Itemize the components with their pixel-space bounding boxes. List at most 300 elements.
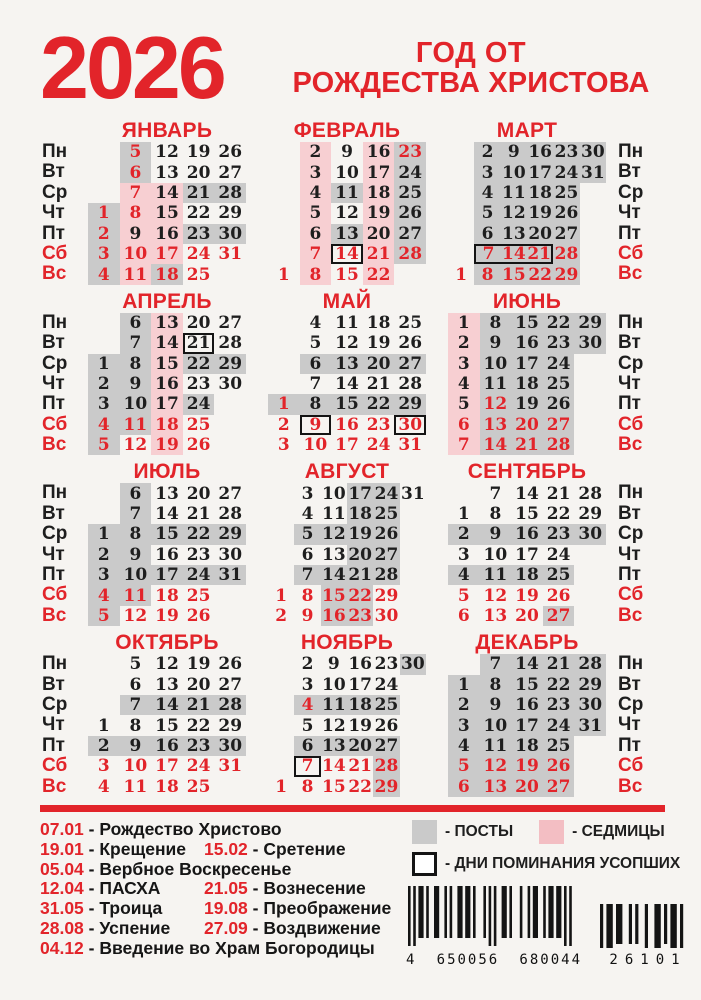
day-cell: 27 [218,312,243,333]
holiday-dash: - [247,838,264,859]
weekday-label: Пн [42,482,68,504]
day-cell: 3 [301,674,314,695]
day-cell: 18 [348,695,372,716]
day-cell: 11 [120,415,152,435]
title-line2: РОЖДЕСТВА ХРИСТОВА [292,66,650,99]
day-cell: 19 [363,203,395,223]
day-cell: 3 [88,394,120,414]
day-cell: 22 [186,715,211,736]
weekday-label: Вс [42,604,67,626]
day-cell: 7 [489,483,502,504]
day-cell: 27 [218,162,243,183]
day-cell: 2 [275,606,288,626]
day-cell: 5 [448,756,480,776]
month-grid [88,313,246,456]
day-cell: 26 [394,203,426,223]
day-cell: 15 [321,776,346,797]
day-cell: 6 [300,224,332,244]
months-grid [40,120,665,797]
day-cell: 11 [321,695,346,716]
day-cell: 9 [300,415,332,435]
weekday-label: Пн [42,653,68,675]
day-cell: 23 [543,333,575,353]
holiday-dash: - [83,898,100,919]
month-5 [268,291,426,456]
legend-weeks [539,820,665,844]
day-cell: 1 [88,203,120,223]
month-title: ИЮНЬ [492,289,562,313]
day-cell: 23 [394,142,426,162]
month-grid [268,313,426,456]
day-cell: 11 [501,182,526,203]
day-cell: 8 [120,203,152,223]
day-cell: 1 [275,776,288,797]
day-cell: 13 [155,483,179,504]
month-title: МАЙ [322,289,372,313]
day-cell: 25 [374,504,399,525]
day-cell: 31 [574,715,606,735]
day-cell: 12 [321,715,346,736]
day-cell: 30 [214,224,246,244]
day-cell: 1 [448,313,480,333]
day-cell: 14 [480,435,512,455]
day-cell: 6 [301,544,314,565]
day-cell: 27 [543,415,575,435]
day-cell: 25 [374,695,399,716]
day-cell: 7 [448,435,480,455]
month-grid [448,313,606,456]
day-cell: 27 [394,354,426,374]
day-cell: 5 [294,524,320,544]
day-cell: 22 [348,776,372,797]
weekday-label: Ср [618,693,644,715]
holiday-date: 31.05 [40,898,84,919]
day-cell: 25 [398,312,423,333]
day-cell: 15 [151,524,183,544]
day-cell: 20 [515,606,539,626]
month-title: МАРТ [496,119,558,142]
day-cell: 25 [543,736,575,756]
day-cell: 9 [327,654,340,675]
day-cell: 5 [457,585,470,606]
day-cell: 3 [88,565,120,585]
weekday-label: Сб [42,584,68,606]
day-cell: 31 [218,244,243,265]
day-cell: 4 [97,776,110,797]
day-cell: 19 [515,585,539,606]
day-cell: 31 [214,565,246,585]
weekday-label: Пт [618,222,641,244]
weekday-label: Вс [42,775,67,797]
day-cell: 17 [348,483,372,504]
weekday-label: Сб [618,242,644,264]
day-cell: 7 [300,244,332,264]
day-cell: 7 [474,244,500,264]
day-cell: 20 [363,224,395,244]
barcode-addon [598,898,698,968]
holiday-item [40,859,291,879]
day-cell: 21 [363,244,395,264]
holiday-date: 21.05 [204,878,248,899]
day-cell: 10 [480,354,512,374]
day-cell: 31 [580,162,605,183]
day-cell: 27 [374,544,399,565]
day-cell: 8 [301,585,314,606]
day-cell: 22 [348,585,372,606]
day-cell: 24 [543,354,575,374]
day-cell: 28 [218,504,243,525]
day-cell: 2 [88,374,120,394]
day-cell: 22 [363,394,395,414]
day-cell: 12 [335,203,359,224]
day-cell: 28 [543,435,575,455]
day-cell: 29 [574,675,606,695]
month-row [40,120,665,285]
day-cell: 5 [301,715,314,736]
holiday-legend [40,820,400,968]
holiday-dash: - [83,917,100,938]
day-cell: 27 [218,674,243,695]
weekday-label: Вс [618,263,643,285]
month-title: НОЯБРЬ [300,631,394,655]
month-12 [448,632,606,797]
day-cell: 30 [374,606,399,626]
legend-and-barcode [400,820,701,968]
day-cell: 29 [374,776,399,797]
day-cell: 14 [151,333,183,353]
holiday-line [40,919,400,939]
day-cell: 22 [183,524,215,544]
day-cell: 17 [515,544,539,565]
day-cell: 24 [374,674,399,695]
holiday-date: 15.02 [204,838,248,859]
month-9 [448,461,606,626]
day-cell: 28 [398,374,423,395]
weekday-label: Ср [42,352,68,374]
holiday-dash: - [83,878,100,899]
holiday-dash: - [83,858,100,879]
day-cell: 21 [348,565,372,586]
month-title: ФЕВРАЛЬ [293,119,401,142]
day-cell: 13 [151,313,183,333]
day-cell: 12 [123,606,148,626]
day-cell: 14 [155,504,179,525]
day-cell: 1 [88,524,120,544]
day-cell: 16 [321,606,346,626]
weekday-label: Чт [618,543,641,565]
day-cell: 21 [543,654,575,674]
day-cell: 14 [321,565,346,586]
weekday-label: Чт [618,714,641,736]
day-cell: 28 [218,333,243,354]
day-cell: 20 [528,223,552,244]
weekday-column-right [614,291,650,456]
day-cell: 22 [546,504,571,525]
weekday-label: Вс [42,263,67,285]
day-cell: 25 [186,776,211,797]
day-cell: 11 [335,312,359,333]
day-cell: 26 [374,715,399,736]
weekday-label: Пн [618,653,644,675]
day-cell: 6 [448,777,480,797]
day-cell: 23 [366,414,391,435]
day-cell: 21 [511,435,543,455]
day-cell: 14 [151,183,183,203]
day-cell: 7 [309,374,322,395]
day-cell: 10 [120,394,152,414]
day-cell: 9 [301,606,314,626]
day-cell: 15 [515,504,539,525]
holiday-name: Воздвижение [263,917,381,938]
day-cell: 5 [88,435,120,455]
day-cell: 12 [501,203,526,224]
day-cell: 18 [155,585,179,606]
divider-line [40,805,665,812]
day-cell: 17 [335,435,359,456]
day-cell: 25 [543,565,575,585]
day-cell: 28 [214,695,246,715]
holiday-date: 07.01 [40,818,84,839]
day-cell: 13 [321,544,346,565]
day-cell: 16 [155,544,179,565]
month-3 [448,120,606,285]
weekday-label: Пт [42,734,65,756]
day-cell: 11 [480,736,512,756]
day-cell: 16 [151,224,183,244]
day-cell: 29 [374,585,399,606]
day-cell: 3 [457,544,470,565]
day-cell: 23 [348,606,372,626]
weekday-label: Пт [618,393,641,415]
day-cell: 1 [88,354,120,374]
day-cell: 29 [394,394,426,414]
weekday-label: Пн [42,141,68,162]
holiday-line [40,879,400,899]
holiday-date: 28.08 [40,917,84,938]
day-cell: 6 [120,313,152,333]
day-cell: 30 [218,374,243,395]
day-cell: 22 [543,675,575,695]
day-cell: 11 [331,183,363,203]
day-cell: 5 [120,142,152,162]
day-cell: 16 [511,524,543,544]
day-cell: 13 [480,415,512,435]
day-cell: 24 [183,565,215,585]
day-cell: 19 [511,756,543,776]
day-cell: 22 [363,264,395,284]
day-cell: 20 [186,162,211,183]
day-cell: 26 [186,606,211,626]
day-cell: 11 [123,776,148,797]
day-cell: 12 [335,333,359,354]
day-cell: 12 [480,394,512,414]
day-cell: 3 [474,162,500,182]
day-cell: 9 [480,333,512,353]
day-cell: 22 [528,264,552,285]
day-cell: 6 [120,162,152,182]
weekday-label: Вт [42,673,65,695]
day-cell: 24 [543,715,575,735]
day-cell: 4 [474,183,500,203]
day-cell: 18 [511,374,543,394]
weekday-label: Вт [618,502,641,524]
day-cell: 21 [183,183,215,203]
day-cell: 2 [88,736,120,756]
holiday-name: Преображение [263,898,392,919]
day-cell: 12 [480,756,512,776]
day-cell: 19 [511,394,543,414]
day-cell: 30 [394,415,426,435]
day-cell: 2 [88,224,120,244]
day-cell: 1 [268,394,300,414]
barcode-zone [406,886,701,968]
legend-memorial [412,852,680,876]
day-cell: 18 [151,415,183,435]
day-cell: 20 [186,312,211,333]
day-cell: 28 [214,183,246,203]
barcode-bars-icon [406,886,582,948]
day-cell: 11 [480,374,512,394]
day-cell: 20 [186,483,211,504]
weekday-label: Пт [618,734,641,756]
day-cell: 8 [301,776,314,797]
day-cell: 29 [578,504,603,525]
holiday-line [40,899,400,919]
holiday-name: Рождество Христово [99,818,282,839]
day-cell: 2 [474,142,500,162]
day-cell: 6 [457,606,470,626]
day-cell: 1 [457,504,470,525]
day-cell: 2 [448,524,480,544]
day-cell: 10 [303,435,328,456]
day-cell: 13 [155,674,179,695]
weekday-label: Пт [42,393,65,415]
day-cell: 4 [88,415,120,435]
week-swatch-icon [539,820,564,844]
day-cell: 9 [501,142,527,162]
holiday-item [204,918,381,938]
day-cell: 23 [543,695,575,715]
legend-weeks-label: - СЕДМИЦЫ [572,822,665,840]
day-cell: 21 [527,244,553,264]
holiday-item [40,840,204,860]
day-cell: 19 [186,142,211,163]
day-cell: 3 [97,756,110,777]
weekday-column-right [614,461,650,626]
day-cell: 15 [151,354,183,374]
day-cell: 4 [88,585,120,605]
month-1 [88,120,246,285]
day-cell: 4 [88,264,120,284]
day-cell: 8 [474,264,500,284]
day-cell: 21 [366,374,391,395]
day-cell: 10 [120,565,152,585]
holiday-line [40,860,400,880]
day-cell: 16 [151,736,183,756]
holiday-name: Крещение [99,838,187,859]
day-cell: 13 [331,354,363,374]
day-cell: 21 [348,756,372,777]
day-cell: 28 [394,244,426,264]
holiday-dash: - [83,838,100,859]
day-cell: 24 [366,435,391,456]
day-cell: 3 [300,162,332,182]
day-cell: 1 [277,264,290,285]
day-cell: 23 [543,524,575,544]
day-cell: 7 [480,654,512,674]
holiday-name: Вербное Воскресенье [99,858,292,879]
day-cell: 24 [394,162,426,182]
day-cell: 16 [528,142,552,163]
day-cell: 17 [511,715,543,735]
holiday-item [40,819,282,839]
day-cell: 30 [574,524,606,544]
day-cell: 19 [528,203,552,224]
day-cell: 20 [348,735,372,756]
holiday-dash: - [83,818,100,839]
day-cell: 4 [301,504,314,525]
month-11 [268,632,426,797]
barcode-main-digits [406,952,582,968]
holiday-date: 19.08 [204,898,248,919]
day-cell: 10 [321,674,346,695]
day-cell: 22 [543,313,575,333]
day-cell: 16 [335,414,359,435]
day-cell: 28 [374,756,399,777]
holiday-name: ПАСХА [99,878,161,899]
day-cell: 13 [331,224,363,244]
holiday-name: Сретение [263,838,346,859]
footer [40,818,687,968]
legend-fasts-label: - ПОСТЫ [445,822,514,840]
month-title: ОКТЯБРЬ [115,631,219,655]
weekday-column-left [40,120,78,285]
month-title: ИЮЛЬ [133,460,201,484]
holiday-name: Вознесение [263,878,366,899]
weekday-label: Сб [42,755,68,777]
day-cell: 31 [398,435,423,456]
month-title: СЕНТЯБРЬ [467,460,587,484]
day-cell: 6 [474,224,500,244]
day-cell: 4 [448,374,480,394]
month-grid [268,654,426,797]
holiday-line [40,840,400,860]
day-cell: 15 [335,264,359,285]
day-cell: 26 [218,142,243,163]
month-6 [448,291,606,456]
day-cell: 11 [480,565,512,585]
day-cell: 29 [554,264,579,285]
day-cell: 18 [366,312,391,333]
day-cell: 4 [448,736,480,756]
day-cell: 10 [483,544,508,565]
day-cell: 8 [480,675,512,695]
legend-memorial-label: - ДНИ ПОМИНАНИЯ УСОПШИХ [445,854,681,872]
weekday-label: Чт [42,372,65,394]
day-cell: 9 [120,374,152,394]
month-row [40,632,665,797]
day-cell: 3 [277,435,290,456]
month-8 [268,461,426,626]
day-cell: 30 [574,333,606,353]
day-cell: 9 [120,736,152,756]
weekday-label: Чт [618,202,641,224]
day-cell: 13 [321,735,346,756]
holiday-date: 04.12 [40,937,84,958]
day-cell: 30 [400,654,425,675]
header [40,18,665,117]
month-title: АВГУСТ [304,460,390,484]
